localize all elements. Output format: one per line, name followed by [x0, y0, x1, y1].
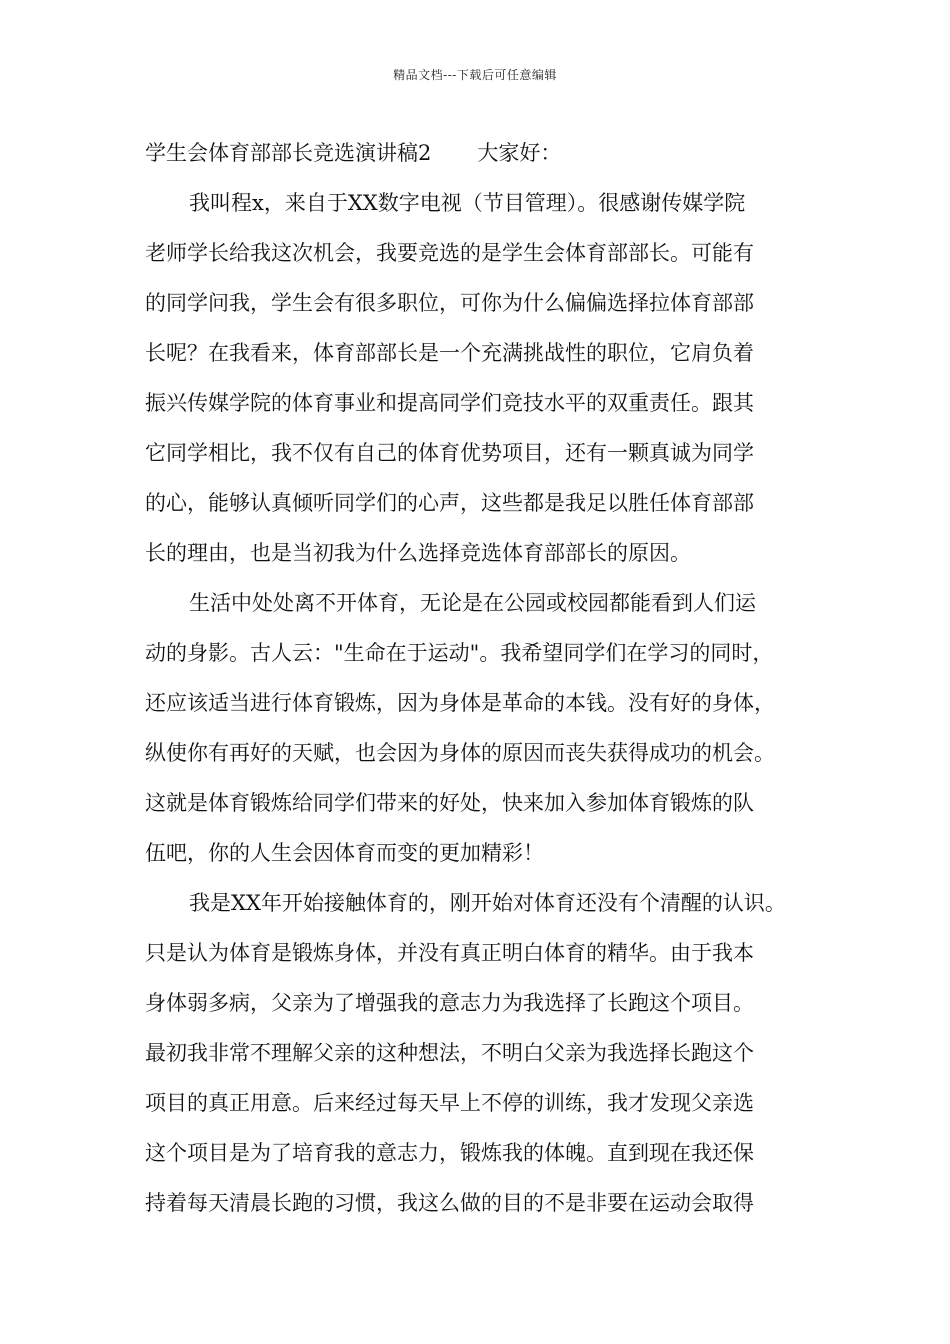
paragraph-line: 身体弱多病，父亲为了增强我的意志力为我选择了长跑这个项目。 — [145, 991, 754, 1015]
paragraph-line: 的同学问我，学生会有很多职位，可你为什么偏偏选择拉体育部部 — [145, 291, 754, 315]
paragraph-line: 长的理由，也是当初我为什么选择竞选体育部部长的原因。 — [145, 541, 691, 565]
paragraph-line: 这个项目是为了培育我的意志力，锻炼我的体魄。直到现在我还保 — [145, 1141, 754, 1165]
paragraph-line: 伍吧，你的人生会因体育而变的更加精彩！ — [145, 841, 544, 865]
paragraph-line: 项目的真正用意。后来经过每天早上不停的训练，我才发现父亲选 — [145, 1091, 754, 1115]
paragraph-line: 还应该适当进行体育锻炼，因为身体是革命的本钱。没有好的身体， — [145, 691, 775, 715]
paragraph-line: 振兴传媒学院的体育事业和提高同学们竞技水平的双重责任。跟其 — [145, 391, 754, 415]
paragraph-line: 生活中处处离不开体育，无论是在公园或校园都能看到人们运 — [189, 591, 756, 615]
paragraph-line: 最初我非常不理解父亲的这种想法，不明白父亲为我选择长跑这个 — [145, 1041, 754, 1065]
paragraph-line: 老师学长给我这次机会，我要竞选的是学生会体育部部长。可能有 — [145, 241, 754, 265]
paragraph-line: 的心，能够认真倾听同学们的心声，这些都是我足以胜任体育部部 — [145, 491, 754, 515]
greeting: 大家好： — [477, 141, 562, 165]
title-line — [145, 128, 813, 178]
paragraph-line: 纵使你有再好的天赋，也会因为身体的原因而丧失获得成功的机会。 — [145, 741, 775, 765]
paragraph-line: 我是XX年开始接触体育的，刚开始对体育还没有个清醒的认识。 — [189, 891, 786, 915]
paragraph-3 — [145, 878, 813, 1228]
paragraph-line: 只是认为体育是锻炼身体，并没有真正明白体育的精华。由于我本 — [145, 941, 754, 965]
header-note: 精品文档---下载后可任意编辑 — [393, 68, 557, 82]
paragraph-line: 我叫程x，来自于XX数字电视（节目管理）。很感谢传媒学院 — [189, 191, 746, 215]
paragraph-line: 动的身影。古人云："生命在于运动"。我希望同学们在学习的同时， — [145, 641, 774, 665]
paragraph-line: 长呢？在我看来，体育部部长是一个充满挑战性的职位，它肩负着 — [145, 341, 754, 365]
paragraph-1 — [145, 178, 813, 578]
paragraph-line: 这就是体育锻炼给同学们带来的好处，快来加入参加体育锻炼的队 — [145, 791, 754, 815]
paragraph-2 — [145, 578, 813, 878]
paragraph-line: 它同学相比，我不仅有自己的体育优势项目，还有一颗真诚为同学 — [145, 441, 754, 465]
document-body — [145, 128, 813, 1228]
paragraph-line: 持着每天清晨长跑的习惯，我这么做的目的不是非要在运动会取得 — [145, 1191, 754, 1215]
document-title: 学生会体育部部长竞选演讲稿2 — [145, 141, 432, 165]
